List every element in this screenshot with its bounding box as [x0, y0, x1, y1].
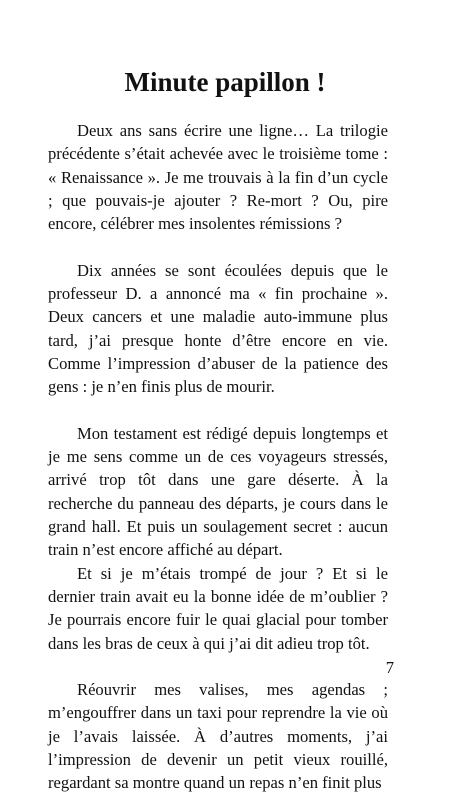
paragraph-2: Dix années se sont écoulées depuis que le professeur D. a annoncé ma « fin prochaine ». Deux cancers et une maladie auto-immune plus tard, j’ai presque honte d’être encore en vie. Comme l’impression d’abuser de la patience des gens : je n’en finis plus de mourir.: [48, 260, 388, 397]
paragraph-1: Deux ans sans écrire une ligne… La trilogie précédente s’était achevée avec le troisième tome : « Renaissance ». Je me trouvais à la fin d’un cycle ; que pouvais-je ajouter ? Re-mort ? Ou, pire encore, célébrer mes insolentes rémissions ?: [48, 121, 388, 234]
chapter-title: Minute papillon !: [124, 67, 326, 97]
body-text: [48, 119, 388, 795]
paragraph-4: Et si je m’étais trompé de jour ? Et si le dernier train avait eu la bonne idée de m’oublier ? Je pourrais encore fuir le quai glacial pour tomber dans les bras de ceux à qui j’ai dit adieu trop tôt.: [48, 563, 388, 653]
page-number: 7: [385, 658, 394, 677]
paragraph-5: Réouvrir mes valises, mes agendas ; m’engouffrer dans un taxi pour reprendre la vie où je l’avais laissée. À d’autres moments, j’ai l’impression de devenir un petit vieux rouillé, regardant sa montre quand un repas n’en finit plus: [48, 680, 388, 793]
paragraph-3: Mon testament est rédigé depuis longtemps et je me sens comme un de ces voyageurs stressés, arrivé trop tôt dans une gare déserte. À la recherche du panneau des départs, je cours dans le grand hall. Et puis un soulagement secret : aucun train n’est encore affiché au départ.: [48, 423, 388, 560]
